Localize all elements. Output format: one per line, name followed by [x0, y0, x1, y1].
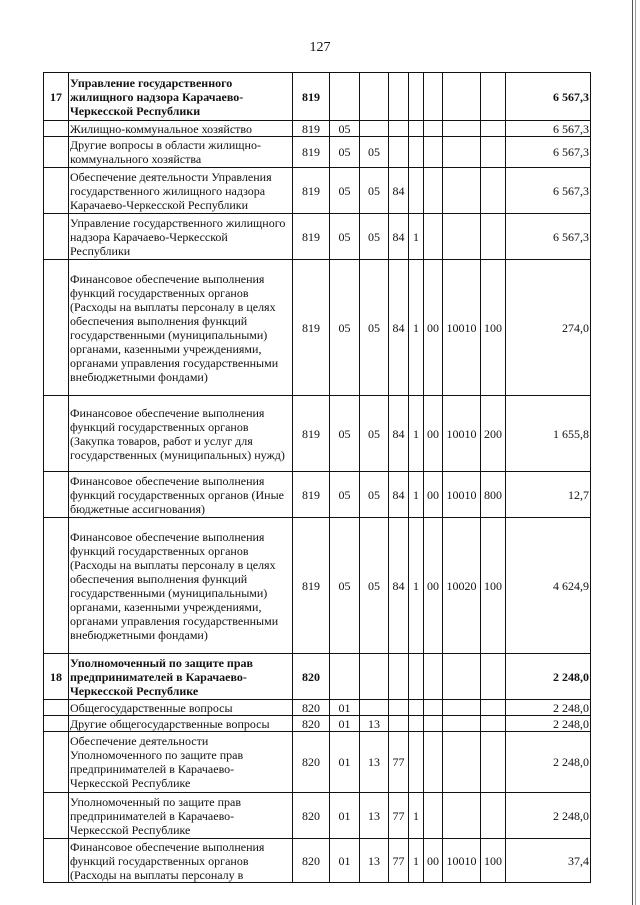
row-code-sect: 05 — [330, 472, 360, 518]
row-code-p2 — [409, 654, 424, 700]
row-code-p2: 1 — [409, 518, 424, 654]
row-code-p3 — [424, 137, 443, 168]
row-code-sect: 05 — [330, 168, 360, 214]
row-name: Финансовое обеспечение выполнения функций государственных органов (Расходы на выплаты персоналу в целях обеспечения выполнения функций государственными (муниципальными) органами, казенными учреждениями, органами управления государственными внебюджетными фондами) — [69, 518, 293, 654]
row-code-vr — [481, 214, 506, 260]
row-code-sect: 01 — [330, 732, 360, 793]
table-row — [44, 214, 591, 260]
row-name: Обеспечение деятельности Уполномоченного по защите прав предпринимателей в Карачаево-Черкесской Республике — [69, 732, 293, 793]
row-name: Другие вопросы в области жилищно-коммунального хозяйства — [69, 137, 293, 168]
row-code-vr — [481, 168, 506, 214]
row-name: Жилищно-коммунальное хозяйство — [69, 121, 293, 137]
row-code-sect: 05 — [330, 121, 360, 137]
row-code-p4: 10020 — [443, 518, 481, 654]
row-code-sect: 01 — [330, 839, 360, 883]
row-amount: 37,4 — [506, 839, 591, 883]
row-code-sub: 05 — [360, 168, 389, 214]
row-name: Финансовое обеспечение выполнения функций государственных органов (Закупка товаров, работ и услуг для государственных (муниципальных) нужд) — [69, 396, 293, 472]
row-code-p3 — [424, 700, 443, 716]
row-number: 18 — [44, 654, 69, 700]
row-code-adm: 819 — [293, 518, 330, 654]
row-code-adm: 819 — [293, 260, 330, 396]
table-row — [44, 121, 591, 137]
row-amount: 2 248,0 — [506, 700, 591, 716]
row-code-p2: 1 — [409, 260, 424, 396]
row-name: Уполномоченный по защите прав предпринимателей в Карачаево-Черкесской Республике — [69, 793, 293, 839]
row-code-adm: 819 — [293, 121, 330, 137]
row-code-sub: 05 — [360, 518, 389, 654]
row-number — [44, 700, 69, 716]
row-code-vr — [481, 654, 506, 700]
row-code-p1: 77 — [389, 839, 409, 883]
row-name: Управление государственного жилищного надзора Карачаево-Черкесской Республики — [69, 214, 293, 260]
row-name: Финансовое обеспечение выполнения функций государственных органов (Расходы на выплаты персоналу в целях обеспечения выполнения функций государственными (муниципальными) органами, казенными учреждениями, органами управления государственными внебюджетными фондами) — [69, 260, 293, 396]
row-code-sub: 05 — [360, 260, 389, 396]
row-code-sect: 05 — [330, 260, 360, 396]
row-code-vr: 800 — [481, 472, 506, 518]
row-code-p4 — [443, 732, 481, 793]
row-code-vr: 100 — [481, 260, 506, 396]
table-row — [44, 839, 591, 883]
row-code-adm: 820 — [293, 732, 330, 793]
row-code-p3: 00 — [424, 472, 443, 518]
row-code-p1: 77 — [389, 732, 409, 793]
row-code-p4: 10010 — [443, 396, 481, 472]
row-code-p1: 84 — [389, 168, 409, 214]
row-number — [44, 260, 69, 396]
row-number — [44, 214, 69, 260]
row-code-p1: 84 — [389, 472, 409, 518]
row-name: Обеспечение деятельности Управления государственного жилищного надзора Карачаево-Черкесской Республики — [69, 168, 293, 214]
table-row — [44, 73, 591, 121]
row-code-p4 — [443, 137, 481, 168]
row-code-adm: 820 — [293, 839, 330, 883]
row-code-p3 — [424, 214, 443, 260]
row-code-p2 — [409, 73, 424, 121]
row-code-vr: 100 — [481, 839, 506, 883]
row-code-sub — [360, 121, 389, 137]
row-code-p4 — [443, 793, 481, 839]
row-name: Общегосударственные вопросы — [69, 700, 293, 716]
row-code-p3 — [424, 121, 443, 137]
row-code-p2 — [409, 121, 424, 137]
row-number — [44, 121, 69, 137]
row-code-p3: 00 — [424, 260, 443, 396]
row-code-sect — [330, 654, 360, 700]
row-number — [44, 716, 69, 732]
row-code-sect: 05 — [330, 214, 360, 260]
row-number — [44, 396, 69, 472]
row-code-p1: 77 — [389, 793, 409, 839]
row-code-vr — [481, 700, 506, 716]
row-code-p2: 1 — [409, 472, 424, 518]
row-code-sect: 01 — [330, 716, 360, 732]
row-code-p3 — [424, 732, 443, 793]
page-number: 127 — [309, 40, 331, 55]
row-number — [44, 793, 69, 839]
budget-table — [43, 72, 591, 883]
row-code-p4 — [443, 121, 481, 137]
row-code-sub: 05 — [360, 396, 389, 472]
row-code-p4 — [443, 700, 481, 716]
row-code-p4 — [443, 214, 481, 260]
row-amount: 6 567,3 — [506, 214, 591, 260]
table-row — [44, 472, 591, 518]
table-row — [44, 716, 591, 732]
row-code-adm: 820 — [293, 700, 330, 716]
row-code-p2: 1 — [409, 396, 424, 472]
row-name: Финансовое обеспечение выполнения функций государственных органов (Расходы на выплаты персоналу в — [69, 839, 293, 883]
row-code-p1: 84 — [389, 260, 409, 396]
row-code-adm: 820 — [293, 654, 330, 700]
row-code-vr — [481, 137, 506, 168]
row-code-p2 — [409, 137, 424, 168]
row-code-p3: 00 — [424, 396, 443, 472]
row-code-sub: 13 — [360, 793, 389, 839]
row-code-p1: 84 — [389, 214, 409, 260]
row-code-p3 — [424, 168, 443, 214]
row-number — [44, 472, 69, 518]
row-number — [44, 518, 69, 654]
row-amount: 4 624,9 — [506, 518, 591, 654]
row-code-vr — [481, 121, 506, 137]
row-code-p2: 1 — [409, 793, 424, 839]
row-code-sect: 05 — [330, 396, 360, 472]
row-code-sect: 01 — [330, 700, 360, 716]
row-code-p2 — [409, 716, 424, 732]
row-amount: 6 567,3 — [506, 121, 591, 137]
row-code-p3 — [424, 654, 443, 700]
row-amount: 2 248,0 — [506, 654, 591, 700]
row-code-p1 — [389, 716, 409, 732]
row-code-p1 — [389, 73, 409, 121]
row-code-vr — [481, 73, 506, 121]
row-code-sect: 05 — [330, 518, 360, 654]
row-code-p3 — [424, 793, 443, 839]
row-code-p4 — [443, 654, 481, 700]
row-code-p1 — [389, 654, 409, 700]
row-code-p4: 10010 — [443, 472, 481, 518]
row-amount: 1 655,8 — [506, 396, 591, 472]
row-code-vr: 200 — [481, 396, 506, 472]
row-amount: 6 567,3 — [506, 73, 591, 121]
row-name: Другие общегосударственные вопросы — [69, 716, 293, 732]
row-amount: 2 248,0 — [506, 793, 591, 839]
row-amount: 6 567,3 — [506, 137, 591, 168]
table-row — [44, 518, 591, 654]
row-code-p1: 84 — [389, 396, 409, 472]
row-code-vr — [481, 732, 506, 793]
row-code-p4 — [443, 716, 481, 732]
row-code-p3 — [424, 716, 443, 732]
table-body — [44, 73, 591, 883]
row-code-p1: 84 — [389, 518, 409, 654]
table-row — [44, 260, 591, 396]
row-code-p3: 00 — [424, 839, 443, 883]
row-code-p4: 10010 — [443, 839, 481, 883]
row-code-p2: 1 — [409, 214, 424, 260]
table-row — [44, 396, 591, 472]
row-code-sect: 01 — [330, 793, 360, 839]
row-code-p2 — [409, 168, 424, 214]
table-row — [44, 654, 591, 700]
row-code-sect — [330, 73, 360, 121]
row-number — [44, 732, 69, 793]
table-row — [44, 168, 591, 214]
table-row — [44, 700, 591, 716]
row-name: Финансовое обеспечение выполнения функций государственных органов (Иные бюджетные ассигнования) — [69, 472, 293, 518]
row-code-adm: 819 — [293, 472, 330, 518]
row-code-p2: 1 — [409, 839, 424, 883]
row-code-sub: 05 — [360, 472, 389, 518]
row-code-p2 — [409, 700, 424, 716]
row-code-p4 — [443, 73, 481, 121]
row-code-p4: 10010 — [443, 260, 481, 396]
row-code-p2 — [409, 732, 424, 793]
row-code-adm: 819 — [293, 137, 330, 168]
table-row — [44, 137, 591, 168]
row-code-adm: 819 — [293, 73, 330, 121]
row-code-p3 — [424, 73, 443, 121]
row-amount: 6 567,3 — [506, 168, 591, 214]
table-row — [44, 732, 591, 793]
row-code-p1 — [389, 137, 409, 168]
row-code-p1 — [389, 121, 409, 137]
row-code-sub — [360, 700, 389, 716]
row-code-adm: 820 — [293, 793, 330, 839]
row-code-sub — [360, 654, 389, 700]
row-code-adm: 819 — [293, 396, 330, 472]
row-code-p4 — [443, 168, 481, 214]
row-code-adm: 819 — [293, 168, 330, 214]
row-code-sub — [360, 73, 389, 121]
row-code-adm: 819 — [293, 214, 330, 260]
row-amount: 2 248,0 — [506, 732, 591, 793]
row-number — [44, 168, 69, 214]
table-row — [44, 793, 591, 839]
row-amount: 12,7 — [506, 472, 591, 518]
row-code-sub: 13 — [360, 732, 389, 793]
row-amount: 2 248,0 — [506, 716, 591, 732]
row-code-sub: 13 — [360, 839, 389, 883]
row-code-sect: 05 — [330, 137, 360, 168]
row-code-vr: 100 — [481, 518, 506, 654]
scan-edge — [632, 0, 636, 905]
row-code-vr — [481, 793, 506, 839]
row-code-p3: 00 — [424, 518, 443, 654]
row-code-adm: 820 — [293, 716, 330, 732]
row-name: Уполномоченный по защите прав предпринимателей в Карачаево-Черкесской Республике — [69, 654, 293, 700]
row-number: 17 — [44, 73, 69, 121]
row-code-p1 — [389, 700, 409, 716]
row-code-vr — [481, 716, 506, 732]
row-number — [44, 839, 69, 883]
row-code-sub: 13 — [360, 716, 389, 732]
row-number — [44, 137, 69, 168]
row-code-sub: 05 — [360, 214, 389, 260]
row-amount: 274,0 — [506, 260, 591, 396]
row-code-sub: 05 — [360, 137, 389, 168]
row-name: Управление государственного жилищного надзора Карачаево-Черкесской Республики — [69, 73, 293, 121]
